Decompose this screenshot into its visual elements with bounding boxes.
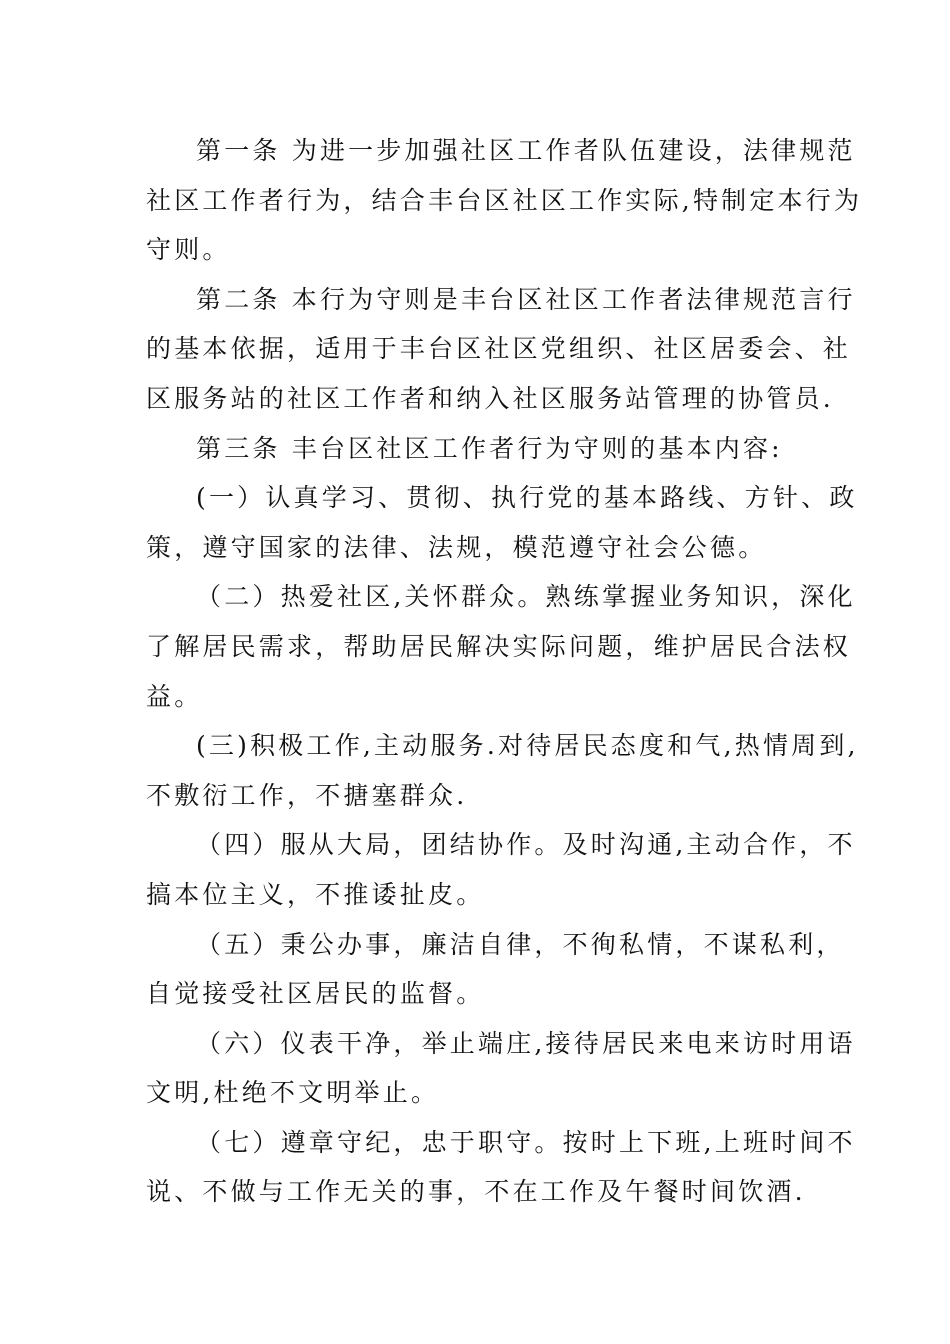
item-6-paragraph [146,1019,856,1118]
text-line: （六）仪表干净，举止端庄,接待居民来电来访时用语 [196,1028,856,1058]
text-line: （二）热爱社区,关怀群众。熟练掌握业务知识，深化 [196,582,856,612]
text-line: 益。 [146,681,203,711]
article-2-paragraph [146,275,856,424]
text-line: 了解居民需求，帮助居民解决实际问题，维护居民合法权 [146,631,852,661]
text-line: 搞本位主义，不推诿扯皮。 [146,879,485,909]
item-1-paragraph [146,473,858,572]
item-2-paragraph [146,572,856,721]
item-4-paragraph [146,820,856,919]
text-line: （七）遵章守纪，忠于职守。按时上下班,上班时间不 [196,1127,856,1157]
text-line: （五）秉公办事，廉洁自律，不徇私情，不谋私利， [196,929,845,959]
text-line: （四）服从大局，团结协作。及时沟通,主动合作，不 [196,830,856,860]
item-7-paragraph [146,1118,856,1217]
text-line: 文明,杜绝不文明举止。 [146,1078,440,1108]
text-line: 第三条 丰台区社区工作者行为守则的基本内容: [196,433,783,463]
text-line: 守则。 [146,235,231,265]
text-line: 区服务站的社区工作者和纳入社区服务站管理的协管员. [146,383,834,413]
text-line: 说、不做与工作无关的事，不在工作及午餐时间饮酒. [146,1177,806,1207]
text-line: 第二条 本行为守则是丰台区社区工作者法律规范言行 [196,284,856,314]
text-line: 的基本依据，适用于丰台区社区党组织、社区居委会、社 [146,334,852,364]
text-line: 不敷衍工作，不搪塞群众. [146,780,468,810]
item-5-paragraph [146,920,845,1019]
text-line: (一）认真学习、贯彻、执行党的基本路线、方针、政 [196,483,858,513]
document-body [146,126,863,1217]
text-line: 自觉接受社区居民的监督。 [146,979,485,1009]
text-line: 社区工作者行为，结合丰台区社区工作实际,特制定本行为 [146,185,863,215]
article-1-paragraph [146,126,863,275]
text-line: 第一条 为进一步加强社区工作者队伍建设，法律规范 [196,136,856,165]
article-3-paragraph [146,424,816,474]
text-line: (三)积极工作,主动服务.对待居民态度和气,热情周到, [196,731,859,761]
text-line: 策，遵守国家的法律、法规，模范遵守社会公德。 [146,532,767,562]
item-3-paragraph [146,721,859,820]
